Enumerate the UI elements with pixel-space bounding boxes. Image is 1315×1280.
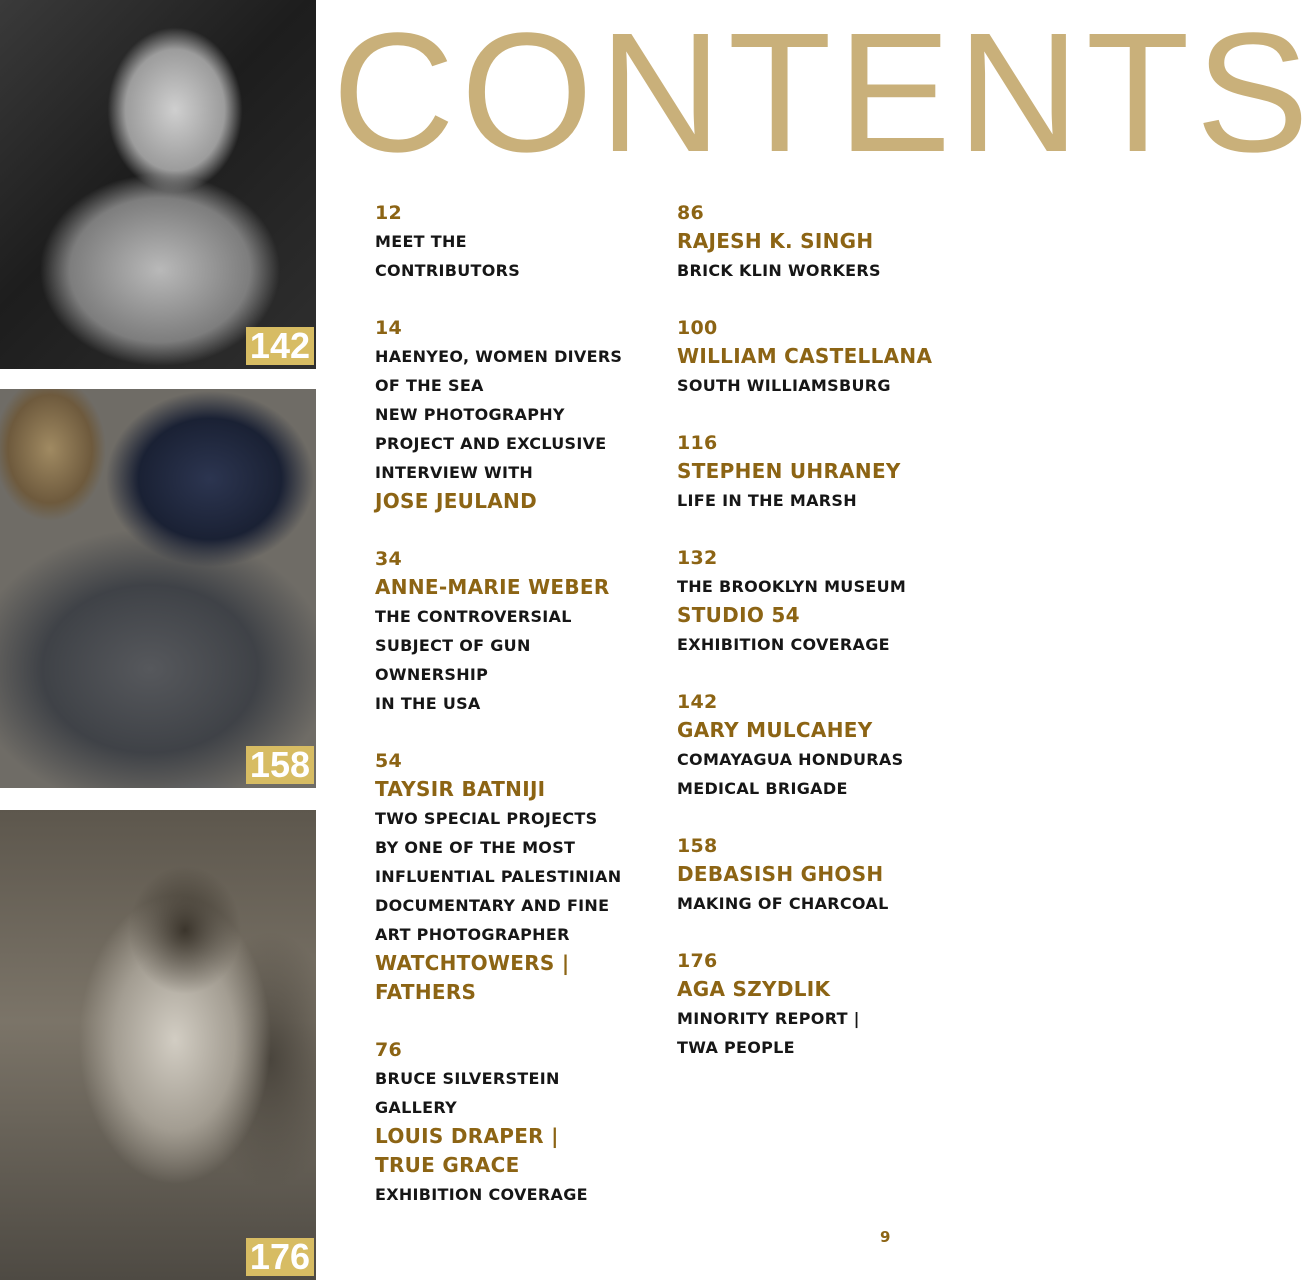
toc-description: THE BROOKLYN MUSEUM	[677, 577, 907, 596]
toc-entry[interactable]	[677, 688, 982, 832]
toc-description: HAENYEO, WOMEN DIVERS	[375, 347, 623, 366]
toc-photographer-name: TRUE GRACE	[375, 1153, 520, 1177]
toc-entry[interactable]	[375, 747, 675, 1036]
toc-description: MINORITY REPORT |	[677, 1009, 860, 1028]
toc-photographer-name: STUDIO 54	[677, 603, 800, 627]
toc-photographer-name: FATHERS	[375, 980, 477, 1004]
toc-description: BRICK KLIN WORKERS	[677, 261, 881, 280]
toc-description: OF THE SEA	[375, 376, 484, 395]
toc-entry[interactable]	[375, 1036, 675, 1209]
toc-photographer-name: ANNE-MARIE WEBER	[375, 575, 610, 599]
toc-photographer-name: TAYSIR BATNIJI	[375, 777, 546, 801]
toc-photographer-name: GARY MULCAHEY	[677, 718, 873, 742]
toc-page-number: 142	[677, 691, 718, 713]
toc-entry[interactable]	[375, 545, 675, 747]
toc-photographer-name: LOUIS DRAPER |	[375, 1124, 559, 1148]
toc-description: DOCUMENTARY AND FINE	[375, 896, 610, 915]
contents-left-column	[375, 199, 675, 1209]
toc-description: EXHIBITION COVERAGE	[375, 1185, 588, 1204]
toc-entry[interactable]	[677, 199, 982, 314]
toc-entry[interactable]	[677, 429, 982, 544]
toc-page-number: 14	[375, 317, 403, 339]
toc-entry[interactable]	[677, 314, 982, 429]
toc-page-number: 86	[677, 202, 705, 224]
toc-photographer-name: STEPHEN UHRANEY	[677, 459, 901, 483]
toc-description: OWNERSHIP	[375, 665, 489, 684]
toc-entry[interactable]	[677, 832, 982, 947]
toc-description: GALLERY	[375, 1098, 457, 1117]
contents-right-column	[677, 199, 982, 1062]
toc-page-number: 100	[677, 317, 718, 339]
page-badge: 142	[246, 327, 314, 365]
toc-description: BY ONE OF THE MOST	[375, 838, 576, 857]
toc-description: INFLUENTIAL PALESTINIAN	[375, 867, 622, 886]
toc-page-number: 176	[677, 950, 718, 972]
toc-description: NEW PHOTOGRAPHY	[375, 405, 565, 424]
page-badge: 158	[246, 746, 314, 784]
toc-entry[interactable]	[375, 314, 675, 545]
toc-description: BRUCE SILVERSTEIN	[375, 1069, 560, 1088]
toc-description: MEET THE	[375, 232, 467, 251]
toc-description: INTERVIEW WITH	[375, 463, 534, 482]
toc-photographer-name: DEBASISH GHOSH	[677, 862, 884, 886]
toc-photographer-name: AGA SZYDLIK	[677, 977, 831, 1001]
toc-photographer-name: JOSE JEULAND	[375, 489, 537, 513]
toc-description: MAKING OF CHARCOAL	[677, 894, 889, 913]
toc-description: PROJECT AND EXCLUSIVE	[375, 434, 607, 453]
toc-photographer-name: WATCHTOWERS |	[375, 951, 570, 975]
toc-description: CONTRIBUTORS	[375, 261, 521, 280]
toc-photographer-name: RAJESH K. SINGH	[677, 229, 874, 253]
toc-description: TWO SPECIAL PROJECTS	[375, 809, 598, 828]
toc-page-number: 12	[375, 202, 403, 224]
toc-photographer-name: WILLIAM CASTELLANA	[677, 344, 933, 368]
toc-page-number: 116	[677, 432, 718, 454]
toc-description: EXHIBITION COVERAGE	[677, 635, 890, 654]
toc-description: SOUTH WILLIAMSBURG	[677, 376, 891, 395]
toc-entry[interactable]	[375, 199, 675, 314]
toc-entry[interactable]	[677, 947, 982, 1062]
page-badge: 176	[246, 1238, 314, 1276]
page-number: 9	[880, 1228, 891, 1246]
toc-description: COMAYAGUA HONDURAS	[677, 750, 904, 769]
toc-page-number: 54	[375, 750, 403, 772]
toc-description: MEDICAL BRIGADE	[677, 779, 848, 798]
photo-charcoal	[0, 389, 316, 788]
page-title: CONTENTS	[332, 0, 1315, 188]
toc-description: ART PHOTOGRAPHER	[375, 925, 570, 944]
toc-entry[interactable]	[677, 544, 982, 688]
toc-description: IN THE USA	[375, 694, 481, 713]
toc-page-number: 158	[677, 835, 718, 857]
photo-dancers	[0, 810, 316, 1280]
photo-child	[0, 0, 316, 369]
toc-description: SUBJECT OF GUN	[375, 636, 531, 655]
toc-description: LIFE IN THE MARSH	[677, 491, 857, 510]
toc-page-number: 132	[677, 547, 718, 569]
toc-description: THE CONTROVERSIAL	[375, 607, 572, 626]
toc-description: TWA PEOPLE	[677, 1038, 795, 1057]
toc-page-number: 76	[375, 1039, 403, 1061]
toc-page-number: 34	[375, 548, 403, 570]
